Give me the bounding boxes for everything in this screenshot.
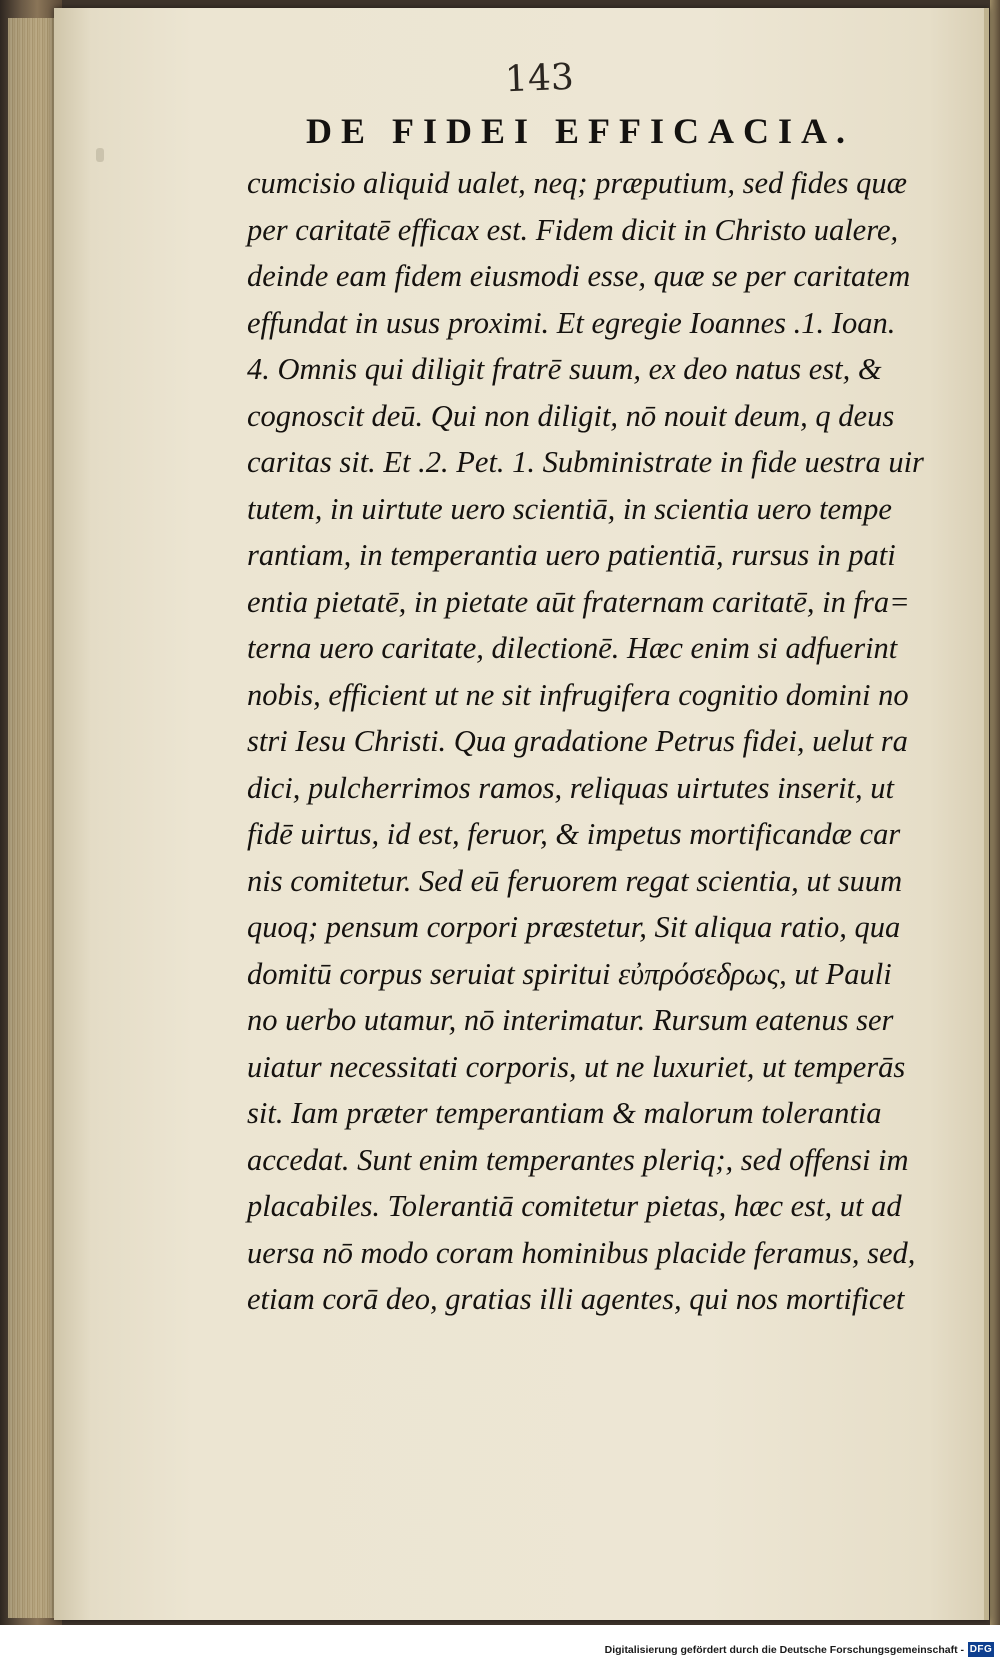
text-line: cumcisio aliquid ualet, neq; præputium, sed fides quæ [247,166,907,200]
text-line: dici, pulcherrimos ramos, reliquas uirtutes inserit, ut [247,770,894,805]
text-line: per caritatē efficax est. Fidem dicit in Christo ualere, [247,212,899,247]
footer-credit: Digitalisierung gefördert durch die Deutsche Forschungsgemeinschaft - [604,1644,964,1656]
page-stack-edge [8,18,60,1618]
text-line: terna uero caritate, dilectionē. Hæc enim si adfuerint [247,631,898,665]
text-line: accedat. Sunt enim temperantes pleriq;, sed offensi im [247,1142,909,1177]
dfg-logo: DFG [969,1644,993,1655]
text-line: domitū corpus seruiat spiritui εὐπρόσεδρως, ut Pauli [247,956,892,991]
text-line: nis comitetur. Sed eū feruorem regat scientia, ut suum [247,863,903,898]
text-line: stri Iesu Christi. Qua gradatione Petrus fidei, uelut ra [247,724,908,758]
text-line: rantiam, in temperantia uero patientiā, rursus in pati [247,538,896,572]
running-head: DE FIDEI EFFICACIA. [306,111,855,151]
text-line: 4. Omnis qui diligit fratrē suum, ex deo natus est, & [247,352,882,386]
text-line: tutem, in uirtute uero scientiā, in scientia uero tempe [247,491,892,526]
text-line: uersa nō modo coram hominibus placide feramus, sed, [247,1235,916,1270]
page-number: 143 [504,56,575,101]
text-line: uiatur necessitati corporis, ut ne luxuriet, ut temperās [247,1049,906,1084]
text-line: entia pietatē, in pietate aūt fraternam caritatē, in fra= [247,584,910,619]
text-line: effundat in usus proximi. Et egregie Ioannes .1. Ioan. [247,305,896,340]
text-line: no uerbo utamur, nō interimatur. Rursum eatenus ser [247,1003,894,1037]
page-smudge [96,148,104,162]
text-line: quoq; pensum corpori præstetur, Sit aliqua ratio, qua [247,910,901,944]
text-line: placabiles. Tolerantiā comitetur pietas, hæc est, ut ad [247,1189,902,1223]
text-line: fidē uirtus, id est, feruor, & impetus mortificandæ car [247,817,901,851]
text-line: sit. Iam præter temperantiam & malorum tolerantia [247,1096,882,1130]
text-line: cognoscit deū. Qui non diligit, nō nouit deum, q deus [247,398,895,433]
text-line: nobis, efficient ut ne sit infrugifera cognitio domini no [247,677,909,712]
text-line: etiam corā deo, gratias illi agentes, qui nos mortificet [247,1282,905,1316]
text-line: caritas sit. Et .2. Pet. 1. Subministrate in fide uestra uir [247,445,924,479]
body-text [247,160,937,1323]
right-page-edge [990,0,1000,1625]
text-line: deinde eam fidem eiusmodi esse, quæ se per caritatem [247,259,911,293]
